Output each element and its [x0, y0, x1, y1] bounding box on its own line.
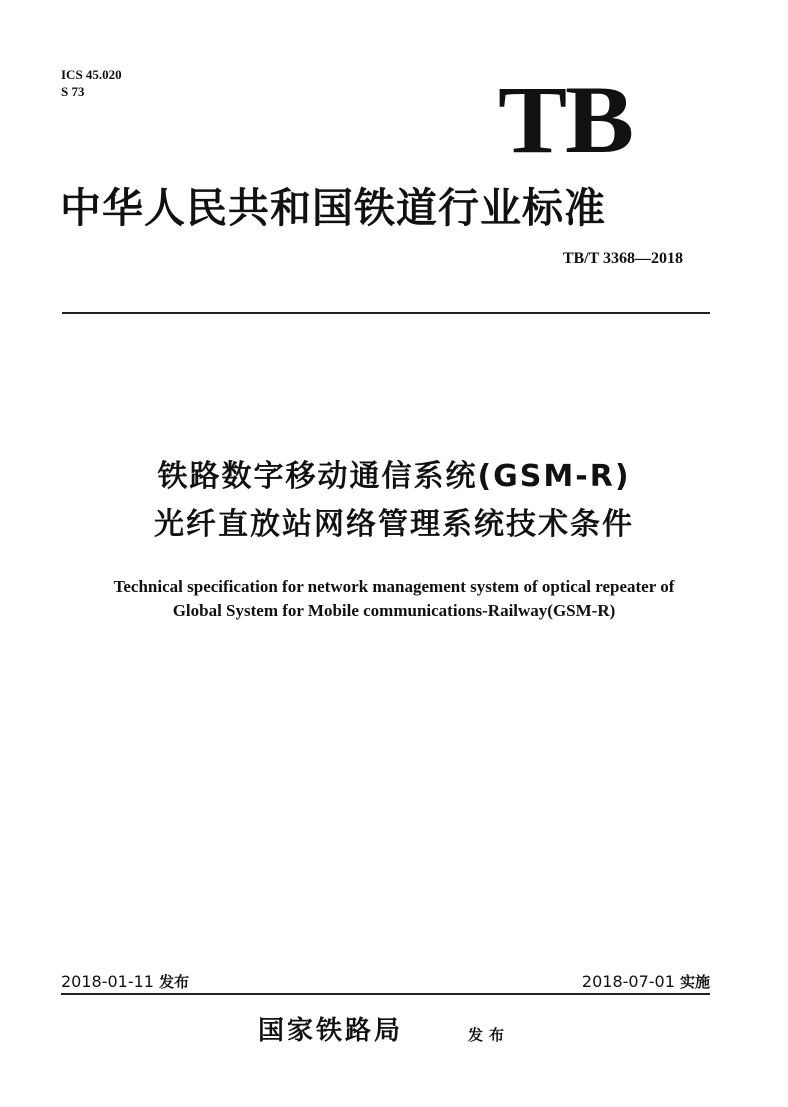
issue-label: 发布	[159, 973, 190, 991]
standard-category: 中华人民共和国铁道行业标准	[60, 184, 606, 232]
title-en-line-2: Global System for Mobile communications-Railway(GSM-R)	[172, 601, 616, 620]
ics-code: ICS 45.020	[61, 67, 122, 82]
title-en-line-1: Technical specification for network management system of optical repeater of	[113, 577, 675, 596]
implement-date: 2018-07-01	[581, 972, 675, 991]
issue-date: 2018-01-11	[61, 972, 154, 991]
implement-label: 实施	[679, 973, 710, 991]
standard-number: TB/T 3368—2018	[562, 250, 683, 267]
issuer-label: 发布	[468, 1026, 511, 1044]
issue-date-block	[61, 971, 189, 992]
title-zh-line-1: 铁路数字移动通信系统(GSM-R)	[157, 459, 631, 494]
issuer-name: 国家铁路局	[258, 1016, 404, 1046]
classification-codes	[61, 66, 122, 100]
tb-logo: TB	[498, 66, 632, 173]
bottom-divider	[61, 993, 710, 995]
top-divider	[62, 312, 710, 314]
ccs-code: S 73	[61, 84, 85, 99]
title-zh-line-2: 光纤直放站网络管理系统技术条件	[154, 507, 634, 542]
implement-date-block	[582, 971, 710, 992]
